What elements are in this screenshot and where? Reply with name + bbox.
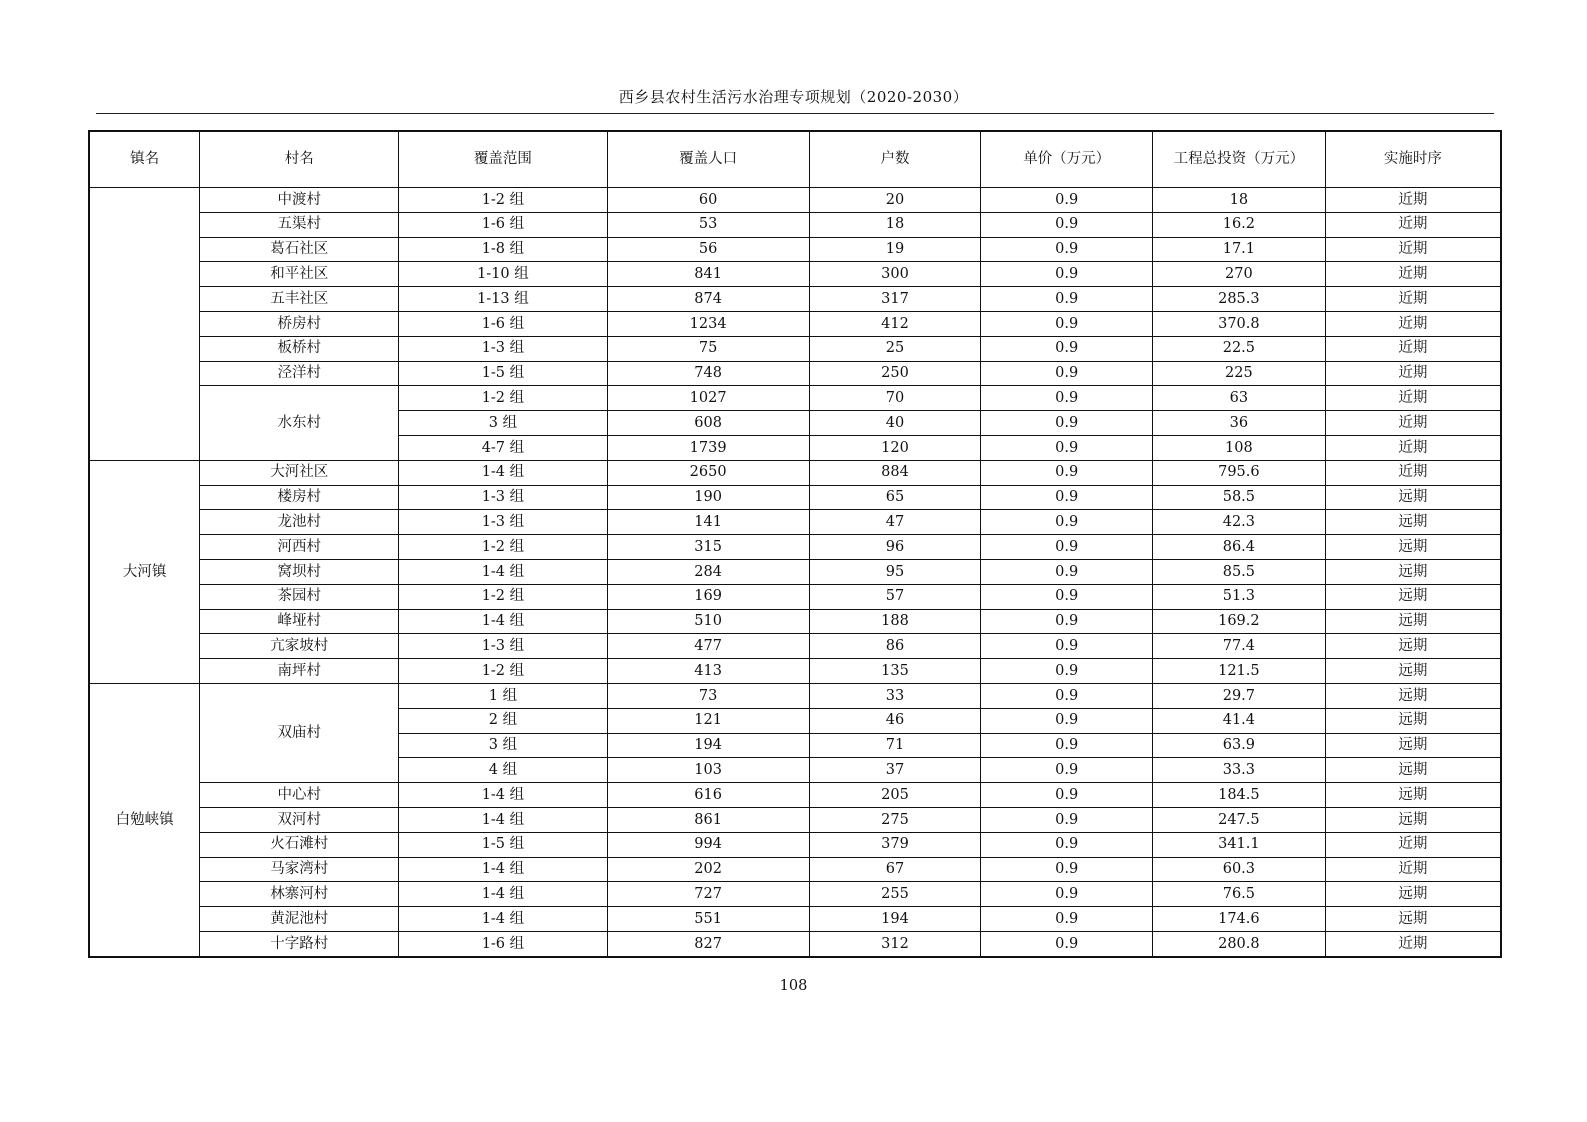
households-cell: 884 [809, 460, 981, 485]
households-cell: 250 [809, 361, 981, 386]
total-investment-cell: 22.5 [1153, 336, 1326, 361]
population-cell: 190 [607, 485, 809, 510]
population-cell: 60 [607, 188, 809, 213]
total-investment-cell: 341.1 [1153, 832, 1326, 857]
households-cell: 96 [809, 535, 981, 560]
schedule-cell: 远期 [1325, 882, 1501, 907]
table-row [89, 659, 1501, 684]
total-investment-cell: 29.7 [1153, 683, 1326, 708]
table-row [89, 584, 1501, 609]
table-row [89, 783, 1501, 808]
schedule-cell: 近期 [1325, 857, 1501, 882]
column-header: 工程总投资（万元） [1153, 131, 1326, 188]
unit-price-cell: 0.9 [981, 609, 1153, 634]
table-body [89, 188, 1501, 957]
coverage-cell: 1-4 组 [399, 783, 607, 808]
schedule-cell: 远期 [1325, 807, 1501, 832]
population-cell: 608 [607, 411, 809, 436]
table-header-row [89, 131, 1501, 188]
data-table [88, 130, 1502, 958]
total-investment-cell: 795.6 [1153, 460, 1326, 485]
total-investment-cell: 184.5 [1153, 783, 1326, 808]
total-investment-cell: 16.2 [1153, 212, 1326, 237]
households-cell: 188 [809, 609, 981, 634]
unit-price-cell: 0.9 [981, 336, 1153, 361]
village-cell: 大河社区 [200, 460, 399, 485]
table-row [89, 361, 1501, 386]
page-number: 108 [779, 978, 808, 994]
total-investment-cell: 247.5 [1153, 807, 1326, 832]
total-investment-cell: 76.5 [1153, 882, 1326, 907]
coverage-cell: 1-4 组 [399, 460, 607, 485]
households-cell: 19 [809, 237, 981, 262]
table-row [89, 485, 1501, 510]
schedule-cell: 远期 [1325, 683, 1501, 708]
unit-price-cell: 0.9 [981, 411, 1153, 436]
coverage-cell: 1-3 组 [399, 336, 607, 361]
coverage-cell: 1-4 组 [399, 559, 607, 584]
households-cell: 46 [809, 708, 981, 733]
schedule-cell: 近期 [1325, 832, 1501, 857]
total-investment-cell: 86.4 [1153, 535, 1326, 560]
unit-price-cell: 0.9 [981, 262, 1153, 287]
population-cell: 616 [607, 783, 809, 808]
population-cell: 202 [607, 857, 809, 882]
coverage-cell: 1-10 组 [399, 262, 607, 287]
unit-price-cell: 0.9 [981, 559, 1153, 584]
table-row [89, 907, 1501, 932]
unit-price-cell: 0.9 [981, 783, 1153, 808]
unit-price-cell: 0.9 [981, 435, 1153, 460]
households-cell: 71 [809, 733, 981, 758]
schedule-cell: 近期 [1325, 460, 1501, 485]
coverage-cell: 1-2 组 [399, 535, 607, 560]
unit-price-cell: 0.9 [981, 584, 1153, 609]
table-row [89, 336, 1501, 361]
table-row [89, 262, 1501, 287]
households-cell: 70 [809, 386, 981, 411]
column-header: 户数 [809, 131, 981, 188]
coverage-cell: 1-4 组 [399, 907, 607, 932]
column-header: 单价（万元） [981, 131, 1153, 188]
schedule-cell: 远期 [1325, 609, 1501, 634]
schedule-cell: 近期 [1325, 361, 1501, 386]
coverage-cell: 1-6 组 [399, 931, 607, 956]
total-investment-cell: 42.3 [1153, 510, 1326, 535]
population-cell: 169 [607, 584, 809, 609]
unit-price-cell: 0.9 [981, 460, 1153, 485]
schedule-cell: 远期 [1325, 733, 1501, 758]
town-cell [89, 188, 200, 461]
unit-price-cell: 0.9 [981, 287, 1153, 312]
schedule-cell: 近期 [1325, 262, 1501, 287]
total-investment-cell: 285.3 [1153, 287, 1326, 312]
table-row [89, 510, 1501, 535]
schedule-cell: 近期 [1325, 237, 1501, 262]
coverage-cell: 2 组 [399, 708, 607, 733]
households-cell: 412 [809, 311, 981, 336]
total-investment-cell: 41.4 [1153, 708, 1326, 733]
population-cell: 510 [607, 609, 809, 634]
coverage-cell: 1-4 组 [399, 857, 607, 882]
unit-price-cell: 0.9 [981, 188, 1153, 213]
households-cell: 65 [809, 485, 981, 510]
households-cell: 255 [809, 882, 981, 907]
unit-price-cell: 0.9 [981, 634, 1153, 659]
total-investment-cell: 121.5 [1153, 659, 1326, 684]
coverage-cell: 1-2 组 [399, 188, 607, 213]
total-investment-cell: 36 [1153, 411, 1326, 436]
schedule-cell: 远期 [1325, 659, 1501, 684]
total-investment-cell: 60.3 [1153, 857, 1326, 882]
households-cell: 47 [809, 510, 981, 535]
village-cell: 泾洋村 [200, 361, 399, 386]
population-cell: 994 [607, 832, 809, 857]
households-cell: 95 [809, 559, 981, 584]
column-header: 覆盖人口 [607, 131, 809, 188]
table-row [89, 237, 1501, 262]
coverage-cell: 1-4 组 [399, 609, 607, 634]
coverage-cell: 1-3 组 [399, 634, 607, 659]
coverage-cell: 3 组 [399, 733, 607, 758]
schedule-cell: 近期 [1325, 386, 1501, 411]
households-cell: 86 [809, 634, 981, 659]
households-cell: 300 [809, 262, 981, 287]
unit-price-cell: 0.9 [981, 510, 1153, 535]
table-row [89, 832, 1501, 857]
village-cell: 亢家坡村 [200, 634, 399, 659]
table-row [89, 311, 1501, 336]
schedule-cell: 远期 [1325, 634, 1501, 659]
table-row [89, 212, 1501, 237]
coverage-cell: 1-4 组 [399, 882, 607, 907]
population-cell: 103 [607, 758, 809, 783]
households-cell: 18 [809, 212, 981, 237]
unit-price-cell: 0.9 [981, 659, 1153, 684]
population-cell: 73 [607, 683, 809, 708]
schedule-cell: 近期 [1325, 931, 1501, 956]
population-cell: 75 [607, 336, 809, 361]
table-row [89, 287, 1501, 312]
town-cell: 白勉峡镇 [89, 683, 200, 956]
coverage-cell: 1-13 组 [399, 287, 607, 312]
village-cell: 桥房村 [200, 311, 399, 336]
unit-price-cell: 0.9 [981, 857, 1153, 882]
unit-price-cell: 0.9 [981, 758, 1153, 783]
unit-price-cell: 0.9 [981, 882, 1153, 907]
coverage-cell: 1-2 组 [399, 659, 607, 684]
population-cell: 748 [607, 361, 809, 386]
schedule-cell: 远期 [1325, 783, 1501, 808]
schedule-cell: 近期 [1325, 311, 1501, 336]
village-cell: 峰垭村 [200, 609, 399, 634]
header-divider [96, 113, 1494, 114]
population-cell: 315 [607, 535, 809, 560]
households-cell: 25 [809, 336, 981, 361]
total-investment-cell: 18 [1153, 188, 1326, 213]
village-cell: 葛石社区 [200, 237, 399, 262]
village-cell: 火石滩村 [200, 832, 399, 857]
schedule-cell: 远期 [1325, 907, 1501, 932]
village-cell: 板桥村 [200, 336, 399, 361]
unit-price-cell: 0.9 [981, 311, 1153, 336]
households-cell: 379 [809, 832, 981, 857]
village-cell: 龙池村 [200, 510, 399, 535]
village-cell: 窝坝村 [200, 559, 399, 584]
population-cell: 53 [607, 212, 809, 237]
table-row [89, 807, 1501, 832]
schedule-cell: 近期 [1325, 435, 1501, 460]
unit-price-cell: 0.9 [981, 708, 1153, 733]
households-cell: 275 [809, 807, 981, 832]
unit-price-cell: 0.9 [981, 807, 1153, 832]
total-investment-cell: 174.6 [1153, 907, 1326, 932]
unit-price-cell: 0.9 [981, 361, 1153, 386]
village-cell: 中心村 [200, 783, 399, 808]
coverage-cell: 1-6 组 [399, 212, 607, 237]
total-investment-cell: 63.9 [1153, 733, 1326, 758]
population-cell: 141 [607, 510, 809, 535]
coverage-cell: 4-7 组 [399, 435, 607, 460]
population-cell: 56 [607, 237, 809, 262]
column-header: 镇名 [89, 131, 200, 188]
village-cell: 双河村 [200, 807, 399, 832]
village-cell: 中渡村 [200, 188, 399, 213]
households-cell: 120 [809, 435, 981, 460]
coverage-cell: 1-4 组 [399, 807, 607, 832]
population-cell: 551 [607, 907, 809, 932]
households-cell: 135 [809, 659, 981, 684]
total-investment-cell: 33.3 [1153, 758, 1326, 783]
village-cell: 南坪村 [200, 659, 399, 684]
coverage-cell: 1-2 组 [399, 386, 607, 411]
total-investment-cell: 77.4 [1153, 634, 1326, 659]
coverage-cell: 1-8 组 [399, 237, 607, 262]
population-cell: 477 [607, 634, 809, 659]
schedule-cell: 近期 [1325, 212, 1501, 237]
schedule-cell: 远期 [1325, 559, 1501, 584]
village-cell: 马家湾村 [200, 857, 399, 882]
table-row [89, 609, 1501, 634]
schedule-cell: 近期 [1325, 336, 1501, 361]
village-cell: 水东村 [200, 386, 399, 460]
households-cell: 317 [809, 287, 981, 312]
village-cell: 河西村 [200, 535, 399, 560]
households-cell: 33 [809, 683, 981, 708]
schedule-cell: 远期 [1325, 485, 1501, 510]
households-cell: 37 [809, 758, 981, 783]
village-cell: 十字路村 [200, 931, 399, 956]
table-container [88, 130, 1502, 958]
total-investment-cell: 270 [1153, 262, 1326, 287]
column-header: 实施时序 [1325, 131, 1501, 188]
total-investment-cell: 63 [1153, 386, 1326, 411]
total-investment-cell: 51.3 [1153, 584, 1326, 609]
table-row [89, 634, 1501, 659]
schedule-cell: 远期 [1325, 708, 1501, 733]
total-investment-cell: 17.1 [1153, 237, 1326, 262]
coverage-cell: 1 组 [399, 683, 607, 708]
table-row [89, 559, 1501, 584]
table-row [89, 386, 1501, 411]
village-cell: 楼房村 [200, 485, 399, 510]
population-cell: 194 [607, 733, 809, 758]
unit-price-cell: 0.9 [981, 212, 1153, 237]
households-cell: 194 [809, 907, 981, 932]
schedule-cell: 远期 [1325, 510, 1501, 535]
unit-price-cell: 0.9 [981, 907, 1153, 932]
population-cell: 284 [607, 559, 809, 584]
population-cell: 1739 [607, 435, 809, 460]
table-row [89, 882, 1501, 907]
unit-price-cell: 0.9 [981, 931, 1153, 956]
coverage-cell: 1-3 组 [399, 510, 607, 535]
town-cell: 大河镇 [89, 460, 200, 683]
table-row [89, 931, 1501, 956]
unit-price-cell: 0.9 [981, 683, 1153, 708]
total-investment-cell: 108 [1153, 435, 1326, 460]
schedule-cell: 远期 [1325, 584, 1501, 609]
coverage-cell: 1-3 组 [399, 485, 607, 510]
population-cell: 827 [607, 931, 809, 956]
unit-price-cell: 0.9 [981, 237, 1153, 262]
schedule-cell: 远期 [1325, 758, 1501, 783]
households-cell: 57 [809, 584, 981, 609]
village-cell: 五丰社区 [200, 287, 399, 312]
village-cell: 茶园村 [200, 584, 399, 609]
village-cell: 黄泥池村 [200, 907, 399, 932]
coverage-cell: 1-5 组 [399, 832, 607, 857]
table-row [89, 683, 1501, 708]
households-cell: 67 [809, 857, 981, 882]
column-header: 村名 [200, 131, 399, 188]
population-cell: 413 [607, 659, 809, 684]
population-cell: 121 [607, 708, 809, 733]
schedule-cell: 近期 [1325, 411, 1501, 436]
table-row [89, 188, 1501, 213]
unit-price-cell: 0.9 [981, 535, 1153, 560]
total-investment-cell: 370.8 [1153, 311, 1326, 336]
schedule-cell: 远期 [1325, 535, 1501, 560]
population-cell: 841 [607, 262, 809, 287]
coverage-cell: 4 组 [399, 758, 607, 783]
population-cell: 874 [607, 287, 809, 312]
population-cell: 1234 [607, 311, 809, 336]
column-header: 覆盖范围 [399, 131, 607, 188]
village-cell: 双庙村 [200, 683, 399, 782]
coverage-cell: 1-2 组 [399, 584, 607, 609]
households-cell: 205 [809, 783, 981, 808]
population-cell: 1027 [607, 386, 809, 411]
total-investment-cell: 280.8 [1153, 931, 1326, 956]
households-cell: 312 [809, 931, 981, 956]
table-row [89, 460, 1501, 485]
unit-price-cell: 0.9 [981, 485, 1153, 510]
table-row [89, 535, 1501, 560]
population-cell: 727 [607, 882, 809, 907]
unit-price-cell: 0.9 [981, 832, 1153, 857]
total-investment-cell: 85.5 [1153, 559, 1326, 584]
total-investment-cell: 225 [1153, 361, 1326, 386]
households-cell: 20 [809, 188, 981, 213]
population-cell: 861 [607, 807, 809, 832]
village-cell: 林寨河村 [200, 882, 399, 907]
total-investment-cell: 169.2 [1153, 609, 1326, 634]
page-header-title: 西乡县农村生活污水治理专项规划（2020-2030） [618, 88, 969, 106]
schedule-cell: 近期 [1325, 287, 1501, 312]
total-investment-cell: 58.5 [1153, 485, 1326, 510]
unit-price-cell: 0.9 [981, 733, 1153, 758]
coverage-cell: 1-5 组 [399, 361, 607, 386]
households-cell: 40 [809, 411, 981, 436]
coverage-cell: 3 组 [399, 411, 607, 436]
table-row [89, 857, 1501, 882]
unit-price-cell: 0.9 [981, 386, 1153, 411]
village-cell: 五渠村 [200, 212, 399, 237]
coverage-cell: 1-6 组 [399, 311, 607, 336]
schedule-cell: 近期 [1325, 188, 1501, 213]
population-cell: 2650 [607, 460, 809, 485]
village-cell: 和平社区 [200, 262, 399, 287]
